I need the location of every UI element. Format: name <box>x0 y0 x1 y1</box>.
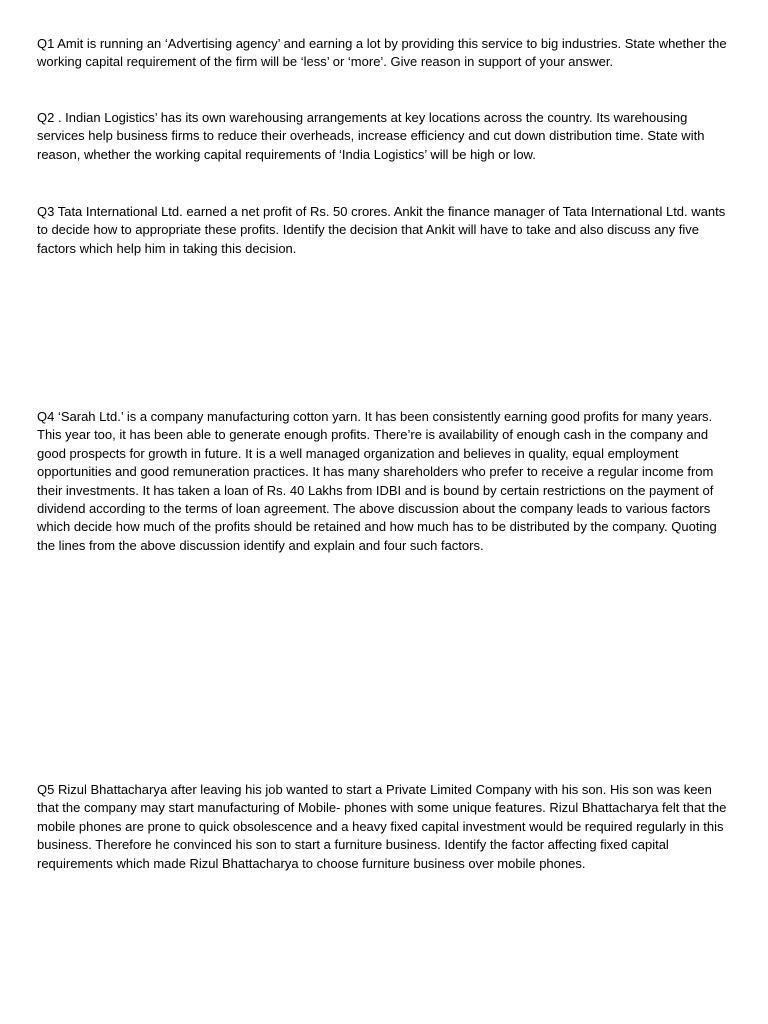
question-2-text: Q2 . Indian Logistics’ has its own warehousing arrangements at key locations across the country. Its warehousing services help business firms to reduce their overheads, increase efficiency and cut down distribution time. State with reason, whether the working capital requirements of ‘India Logistics’ will be high or low. <box>37 110 705 162</box>
question-3-text: Q3 Tata International Ltd. earned a net profit of Rs. 50 crores. Ankit the finance manager of Tata International Ltd. wants to decide how to appropriate these profits. Identify the decision that Ankit will have to take and also discuss any five factors which help him in taking this decision. <box>37 204 726 256</box>
question-4-text: Q4 ‘Sarah Ltd.’ is a company manufacturing cotton yarn. It has been consistently earning good profits for many years. This year too, it has been able to generate enough profits. There’re is availability of enough cash in the company and good prospects for growth in future. It is a well managed organization and believes in quality, equal employment opportunities and good remuneration practices. It has many shareholders who prefer to receive a regular income from their investments. It has taken a loan of Rs. 40 Lakhs from IDBI and is bound by certain restrictions on the payment of dividend according to the terms of loan agreement. The above discussion about the company leads to various factors which decide how much of the profits should be retained and how much has to be distributed by the company. Quoting the lines from the above discussion identify and explain and four such factors. <box>37 409 717 553</box>
question-5-text: Q5 Rizul Bhattacharya after leaving his job wanted to start a Private Limited Company with his son. His son was keen that the company may start manufacturing of Mobile- phones with some unique features. Rizul Bhattacharya felt that the mobile phones are prone to quick obsolescence and a heavy fixed capital investment would be required regularly in this business. Therefore he convinced his son to start a furniture business. Identify the factor affecting fixed capital requirements which made Rizul Bhattacharya to choose furniture business over mobile phones. <box>37 782 727 871</box>
question-1-text: Q1 Amit is running an ‘Advertising agency’ and earning a lot by providing this service to big industries. State whether the working capital requirement of the firm will be ‘less’ or ‘more’. Give reason in support of your answer. <box>37 36 727 70</box>
